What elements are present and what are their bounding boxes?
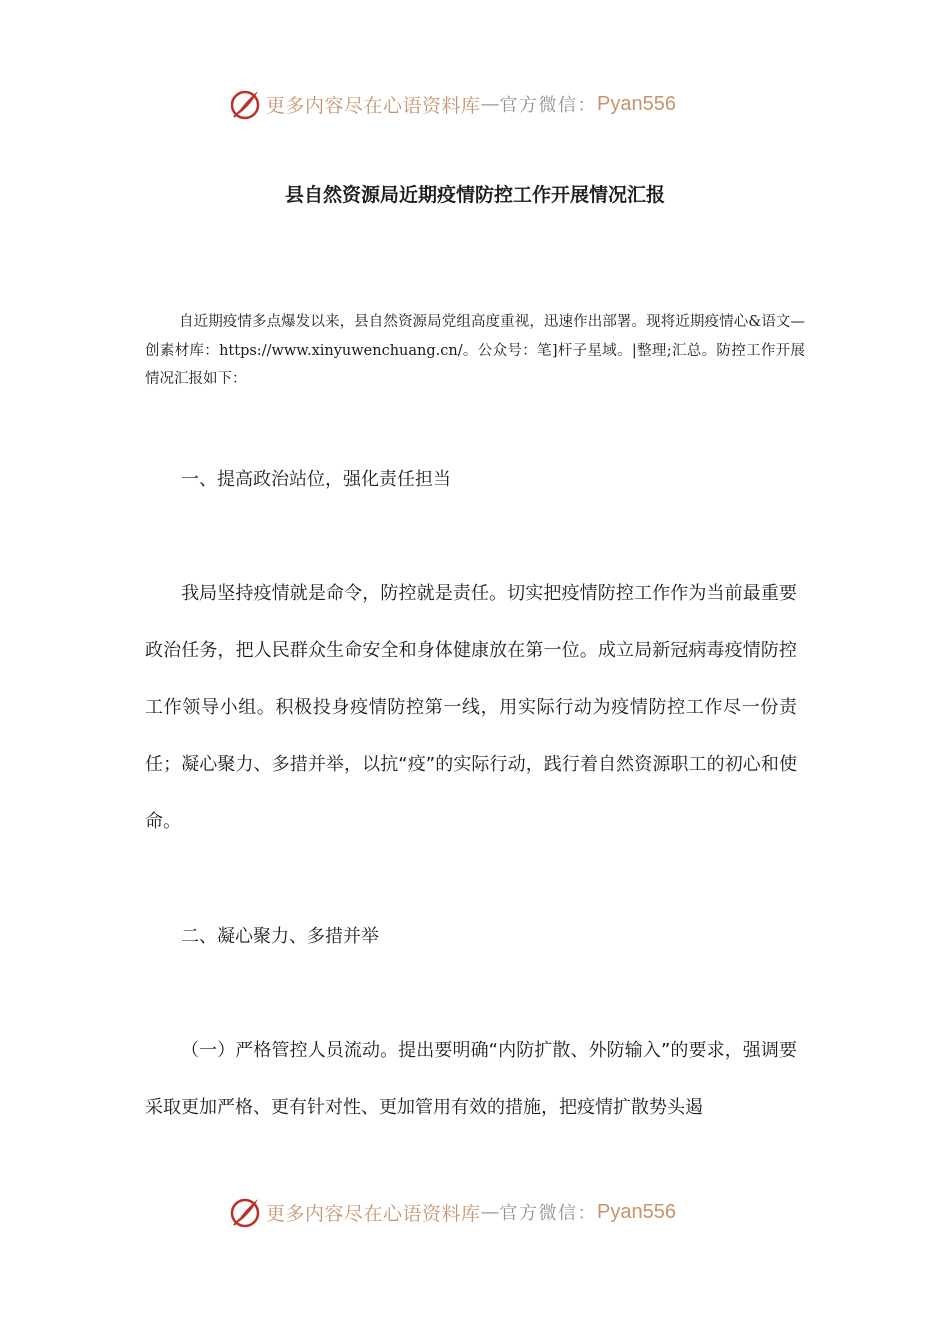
banner-wechat-handle: Pyan556 xyxy=(597,1200,676,1223)
footer-banner xyxy=(228,1192,676,1232)
banner-site-name: 更多内容尽在心语资料库 xyxy=(266,1202,481,1225)
header-banner xyxy=(228,84,676,124)
banner-wechat-handle: Pyan556 xyxy=(597,92,676,115)
section-paragraph-1: 我局坚持疫情就是命令，防控就是责任。切实把疫情防控工作作为当前最重要政治任务，把人民群众生命安全和身体健康放在第一位。成立局新冠病毒疫情防控工作领导小组。积极投身疫情防控第一线，用实际行动为疫情防控工作尽一份责任；凝心聚力、多措并举，以抗“疫”的实际行动，践行着自然资源职工的初心和使命。 xyxy=(145,583,797,832)
section-paragraph-2: （一）严格管控人员流动。提出要明确“内防扩散、外防输入”的要求，强调要采取更加严格、更有针对性、更加管用有效的措施，把疫情扩散势头遏 xyxy=(145,1040,797,1118)
banner-site-name: 更多内容尽在心语资料库 xyxy=(266,94,481,117)
banner-separator: — xyxy=(480,93,500,115)
banner-separator: — xyxy=(480,1201,500,1223)
intro-paragraph: 自近期疫情多点爆发以来，县自然资源局党组高度重视，迅速作出部署。现将近期疫情心&语文—创素材库：https://www.xinyuwenchuang.cn/。公众号：笔]杆子星域。|整理;汇总。防控工作开展情况汇报如下： xyxy=(145,314,805,387)
quill-logo-icon xyxy=(228,1195,262,1229)
section-heading-1: 一、提高政治站位，强化责任担当 xyxy=(181,469,451,490)
quill-logo-icon xyxy=(228,87,262,121)
banner-wechat-label: 官方微信： xyxy=(499,1203,598,1224)
section-heading-2: 二、凝心聚力、多措并举 xyxy=(181,926,379,947)
banner-wechat-label: 官方微信： xyxy=(499,95,598,116)
document-title: 县自然资源局近期疫情防控工作开展情况汇报 xyxy=(284,184,665,206)
